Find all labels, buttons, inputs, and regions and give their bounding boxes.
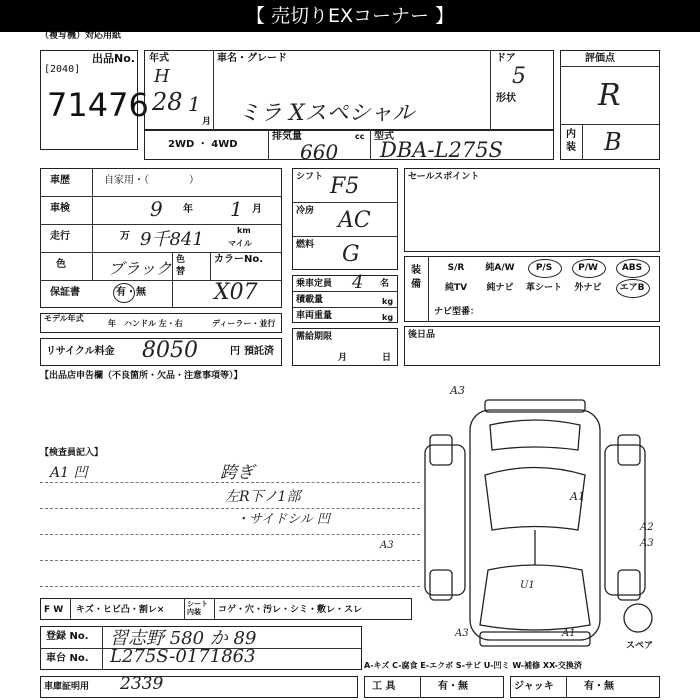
equipment-item: エアB	[619, 283, 645, 293]
registration-label: 登録 No.	[46, 631, 89, 642]
year-month: 1	[188, 92, 201, 116]
color-change-label: 色替	[176, 255, 186, 277]
door-label: ドア	[496, 53, 516, 64]
mark-a2-right: A2	[640, 522, 654, 533]
equipment-item: ABS	[621, 263, 643, 273]
mark-a1-right: A1	[570, 490, 585, 503]
handle-options: ハンドル 左・右	[124, 319, 183, 328]
diagram-spare-circle	[624, 604, 652, 632]
after-parts-box	[404, 326, 660, 366]
mileage-value: 9千841	[140, 229, 204, 250]
inspector-note-3: 左R下ノ1部	[225, 489, 301, 505]
mileage-unit-man: 万	[120, 231, 130, 242]
mark-a1-bottom: A1	[562, 628, 576, 639]
ac-label: 冷房	[296, 206, 315, 216]
equipment-item: S/R	[447, 263, 465, 273]
history-label: 車歴	[50, 175, 70, 186]
expiry-label: 需給期限	[296, 332, 333, 342]
seller-report-label: 【出品店申告欄（不良箇所・欠品・注意事項等）】	[40, 371, 243, 381]
reg-cert-label: 車庫証明用	[44, 682, 90, 692]
diagram-hood	[480, 565, 590, 630]
expiry-month-unit: 月	[338, 353, 348, 363]
year-label: 年式	[149, 53, 169, 64]
year-month-unit: 月	[202, 117, 212, 127]
diagram-body	[470, 410, 600, 640]
diagram-right-side	[605, 445, 645, 595]
weight-unit: kg	[382, 313, 394, 322]
equipment-circle	[616, 259, 650, 278]
seat-label: シート内装	[187, 600, 208, 616]
color-label: 色	[56, 259, 66, 270]
name-value: ミラ Xスペシャル	[238, 101, 415, 126]
inspection-year-unit: 年	[183, 204, 193, 215]
jack-label: ジャッキ	[514, 681, 554, 692]
seat-items: コゲ・穴・汚レ・シミ・敷レ・スレ	[218, 605, 363, 615]
year-era: H	[154, 66, 170, 87]
diagram-rear-window	[490, 420, 580, 450]
mark-a3-bottom: A3	[455, 628, 469, 639]
capacity-value: 4	[352, 272, 364, 293]
inspector-note-4: ・サイドシル 凹	[236, 512, 330, 527]
fuel-label: 燃料	[296, 240, 315, 250]
inspector-label: 【検査員記入】	[40, 448, 104, 458]
recycle-value: 8050	[142, 338, 198, 363]
fuel-value: G	[342, 242, 360, 267]
mark-u1: U1	[520, 580, 535, 591]
mark-a3-right: A3	[640, 538, 654, 549]
name-label: 車名・グレード	[217, 53, 287, 64]
equipment-item: 純TV	[444, 283, 468, 293]
equipment-label: 装備	[411, 265, 421, 290]
sales-point-label: セールスポイント	[408, 172, 480, 182]
displacement-label: 排気量	[272, 131, 302, 142]
shift-label: シフト	[296, 172, 324, 182]
equipment-circle	[616, 279, 650, 298]
fw-label: F W	[44, 605, 64, 615]
colorno-label: カラーNo.	[214, 254, 264, 265]
dealer-options: ディーラー・並行	[212, 319, 276, 328]
inspection-label: 車検	[50, 203, 70, 214]
interior-value: B	[604, 128, 622, 156]
weight-label: 車両重量	[296, 311, 333, 321]
equipment-circle	[572, 259, 606, 278]
chassis-label: 車台 No.	[46, 653, 89, 664]
reg-cert-value: 2339	[120, 674, 164, 694]
ac-value: AC	[338, 208, 371, 233]
door-value: 5	[512, 64, 526, 89]
capacity-unit: 名	[380, 279, 390, 289]
mark-a3-top: A3	[450, 384, 465, 397]
history-value: 自家用・（ ）	[104, 175, 199, 186]
recycle-label: リサイクル料金	[46, 346, 115, 357]
inspector-note-1: A1 凹	[50, 465, 88, 481]
sheet-banner: 【 売切りEXコーナー 】	[0, 0, 700, 32]
capacity-label: 乗車定員	[296, 279, 333, 289]
car-damage-diagram	[410, 380, 660, 650]
chassis-value: L275S-0171863	[110, 646, 256, 667]
model-year-unit: 年	[108, 319, 116, 328]
fw-items: キズ・ヒビ凸・割レ×	[76, 605, 165, 615]
mileage-mile: マイル	[228, 239, 252, 248]
equipment-item: P/W	[578, 263, 598, 273]
diagram-left-side	[425, 445, 465, 595]
navi-label: ナビ型番：	[434, 307, 480, 317]
expiry-day-unit: 日	[382, 353, 392, 363]
model-year-label: モデル年式	[44, 314, 84, 323]
recycle-note: 預託済	[244, 346, 274, 357]
after-parts-label: 後日品	[408, 330, 436, 340]
load-unit: kg	[382, 297, 394, 306]
warranty-selected-circle	[113, 283, 135, 303]
shift-value: F5	[330, 174, 360, 199]
colorno-value: X07	[214, 280, 258, 305]
lot-number-label: 出品No.	[92, 52, 135, 65]
year-value: 28	[152, 88, 183, 116]
model-label: 型式	[374, 131, 394, 142]
equipment-circle	[528, 259, 562, 278]
equipment-item: 外ナビ	[574, 283, 602, 293]
diagram-wheel-rl	[430, 435, 452, 465]
tools-options: 有・無	[438, 681, 468, 692]
spare-label: スペア	[626, 641, 654, 651]
shape-label: 形状	[496, 93, 516, 104]
diagram-wheel-rr	[618, 435, 640, 465]
lot-number: 71476	[47, 86, 149, 124]
inspector-note-2: 跨ぎ	[220, 463, 254, 483]
equipment-item: P/S	[535, 263, 553, 273]
inspection-month: 1	[230, 197, 243, 221]
displacement-unit: cc	[355, 132, 365, 141]
equipment-item: 純A/W	[485, 263, 515, 273]
mileage-label: 走行	[50, 231, 70, 242]
damage-legend: A-キズ C-腐食 E-エクボ S-サビ U-凹ミ W-補修 XX-交換済	[364, 661, 582, 670]
inspection-year: 9	[150, 197, 163, 221]
top-note: （複写機）対応用紙	[40, 31, 122, 41]
inspection-month-unit: 月	[252, 204, 262, 215]
registration-value: 習志野 580 か 89	[110, 628, 257, 649]
displacement-value: 660	[300, 140, 339, 164]
equipment-item: 純ナビ	[486, 283, 514, 293]
warranty-options: 有・無	[116, 287, 146, 298]
equipment-item: 革シート	[525, 283, 562, 293]
warranty-label: 保証書	[50, 287, 80, 298]
score-value: R	[598, 78, 621, 113]
score-label: 評価点	[585, 53, 615, 64]
mileage-km: km	[237, 226, 251, 235]
drive-label: 2WD ・ 4WD	[168, 139, 238, 150]
mark-a3-left: A3	[380, 540, 394, 551]
model-value: DBA-L275S	[380, 138, 503, 162]
color-value: ブラック	[108, 259, 172, 278]
load-label: 積載量	[296, 295, 324, 305]
tools-label: 工 具	[372, 681, 396, 692]
recycle-unit: 円	[230, 346, 240, 357]
jack-options: 有・無	[584, 681, 614, 692]
lot-prefix: [2040]	[44, 64, 81, 75]
interior-label: 内装	[566, 129, 576, 153]
